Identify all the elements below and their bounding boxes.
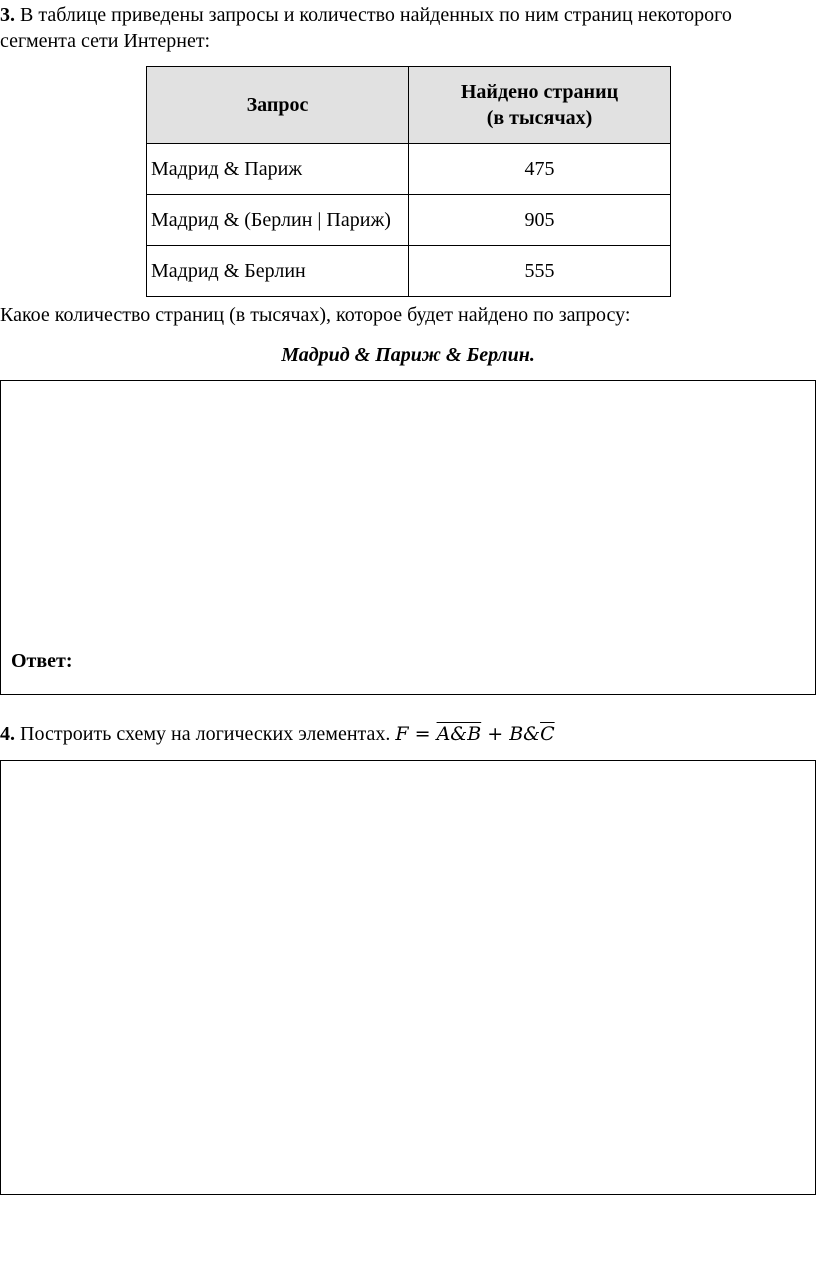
formula-plus: + — [481, 723, 510, 745]
table-row — [147, 144, 671, 195]
scheme-box[interactable] — [0, 760, 816, 1195]
logic-formula — [395, 723, 554, 745]
formula-lhs: F = — [395, 723, 437, 745]
answer-label: Ответ: — [11, 650, 73, 672]
formula-term1: A&B — [436, 723, 482, 745]
query-period: . — [529, 344, 535, 366]
row-query: Мадрид & Париж — [147, 144, 409, 195]
row-query: Мадрид & (Берлин | Париж) — [147, 195, 409, 246]
row-query: Мадрид & Берлин — [147, 246, 409, 297]
table-row — [147, 195, 671, 246]
formula-term2-c: $\overline{C}$ — [540, 723, 555, 745]
formula-term2-b: B& — [509, 723, 541, 745]
query-table — [146, 66, 671, 297]
header-found-line1: Найдено страниц — [460, 81, 619, 103]
task3-text-line1: В таблице приведены запросы и количество найденных по ним страниц некоторого — [20, 4, 732, 26]
task3-number: 3. — [0, 4, 15, 26]
task3-text-line2: сегмента сети Интернет: — [0, 30, 211, 52]
task3-statement — [0, 2, 800, 54]
header-query: Запрос — [147, 67, 409, 144]
task3-query — [0, 342, 816, 368]
header-found-line2: (в тысячах) — [486, 107, 593, 129]
row-value: 905 — [409, 195, 671, 246]
table-row — [147, 246, 671, 297]
task3-question: Какое количество страниц (в тысячах), которое будет найдено по запросу: — [0, 304, 631, 326]
header-found — [409, 67, 671, 144]
task4-text: Построить схему на логических элементах. — [20, 723, 391, 745]
row-value: 555 — [409, 246, 671, 297]
answer-box[interactable] — [0, 380, 816, 695]
task4-number: 4. — [0, 723, 15, 745]
task4-statement — [0, 721, 555, 747]
row-value: 475 — [409, 144, 671, 195]
query-text: Мадрид & Париж & Берлин — [281, 344, 530, 366]
table-header-row — [147, 67, 671, 144]
